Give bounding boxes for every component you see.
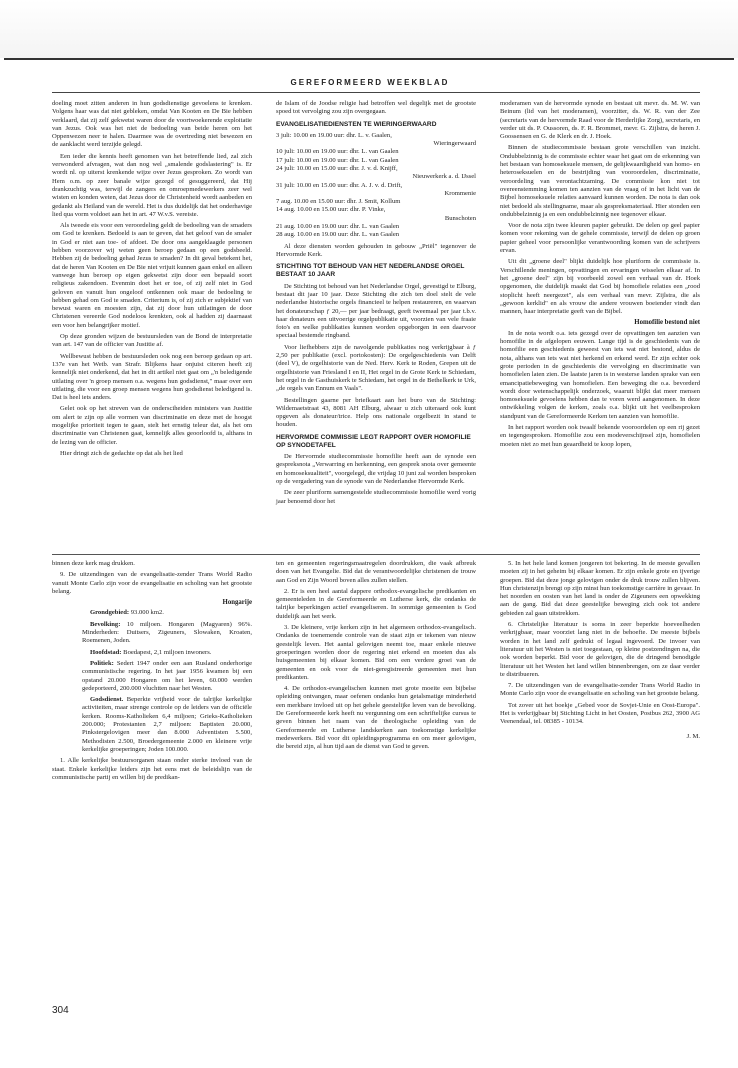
lower-column-1 [52,560,252,785]
paragraph: Gelet ook op het streven van de ondersciheiden ministers van Justitie om alert te zijn op alle vormen van discriminatie en deze met de hoogst mogelijke prioriteit tegen te gaan, stelt het ernstig teleur dat, als het om discriminatie van Christenen gaat, kennelijk alles geoorloofd is, althans in de lezing van de officier. [52,405,252,446]
paragraph: Binnen de studiecommissie bestaan grote verschillen van inzicht. Ondubbelzinnig is de commissie echter waar het gaat om de erkenning van het bestaan van homoseksuele mensen, de gelijkwaardigheid van homo- en heteroseksuelen en de bestrijding van vooroordelen, discriminatie, veroordeling van verontachtzaming. De commissie kon niet tot overeenstemming komen ten aanzien van de vraag of in het licht van de Bijbel homoseksuele relaties aanvaard kunnen worden. De nota is dan ook niet bedoeld als stellingname, maar als gespreksmateriaal. Hier stonden een ondubbelzinnig ja en een ondubbelzinnig nee tegenover elkaar. [500,144,700,218]
paragraph: 5. In het hele land komen jongeren tot bekering. In de meeste gevallen moeten zij in het geheim bij elkaar komen. Er zijn enkele grote en ijverige groepen. Bid dat deze jonge gelovigen onder de druk trouw zullen blijven. Hun christenzijn brengt op zijn minst hun toekomstige carrière in gevaar. In het noorden en oosten van het land is onder de Zigeuners een opwekking aan de gang. Bid dat deze geestelijke beweging zich ook tot andere gebieden zal gaan uitstrekken. [500,560,700,617]
header-rule [52,92,700,93]
scan-edge [0,0,738,58]
schedule-row: 14 aug. 10.00 en 15.00 uur: dhr. P. Vinke, [276,206,386,214]
upper-column-1 [52,100,252,461]
fact-text: 10 miljoen. Hongaren (Magyaren) 96%. Minderheden: Duitsers, Zigeuners, Slowaken, Kroaten, Roemenen, Joden. [82,620,252,645]
paragraph: De Stichting tot behoud van het Nederlandse Orgel, gevestigd te Elburg, bestaat dit jaar 10 jaar. Deze Stichting die zich ten doel stelt de vele nederlandse historische orgels financieel te helpen restaureren, en waarvan het donateurschap ƒ 20,— per jaar bedraagt, geeft tweemaal per jaar t.b.v. haar donateurs een uitvoerige orgelpublikatie uit, voorzien van vele fraaie foto's en welke publikaties kunnen worden opgeborgen in een daarvoor speciaal bestemde ringband. [276,282,476,340]
fact-label: Politiek: [90,659,114,667]
paragraph: Een ieder die kennis heeft genomen van het betreffende lied, zal zich verwonderd afvragen, wat dan nog wel „smalende godslastering" is. Er wordt nl. op uiterst krenkende wijze over Jezus gesproken. Zo wordt van Hem o.m. op zeer banale wijze gezegd of gesuggereerd, dat Hij drankzuchtig was, terwijl de zangers en omroepmedewerkers zeer wel wisten en konden weten, dat Jezus door de Christenheid wordt aanbeden en gedankt als Heiland van de wereld. Het is dus duidelijk dat het onderhavige lied qua vorm voldoet aan het in art. 47 W.v.S. vereiste. [52,152,252,218]
paragraph: 2. Er is een heel aantal dappere orthodox-evangelische predikanten en gemeenteleden in de Gereformeerde en Lutherse kerk, die ondanks de talrijke beperkingen actief evangeliseren. In sommige gemeenten is God duidelijk aan het werk. [276,587,476,620]
paragraph: Al deze diensten worden gehouden in gebouw „Priël" tegenover de Hervormde Kerk. [276,242,476,258]
schedule-place: Krommenie [444,189,476,197]
fact-label: Bevolking: [90,620,121,628]
country-facts [52,609,252,754]
paragraph: moderamen van de hervormde synode en bestaat uit mevr. ds. M. W. van Beinum (lid van het moderamen), voorzitter, ds. W. R. van der Zee (secretaris van de hervormde Raad voor de Herderlijke Zorg), secretaris, en verder uit ds. P. Oussoren, ds. F. R. Brommet, mevr. G. Zijlstra, de heren J. Goossensen en G. de Klerk en dr. J. Hoek. [500,100,700,141]
paragraph: Wellbewust hebben de bestuursleden ook nog een beroep gedaan op art. 137e van het Wetb. van Strafr. Blijkens haar onjuist citeren heeft zij kennelijk niet onderkend, dat het in dit artikel niet gaat om „'n beledigende uitlating over 'n groep mensen o.a. wegens hun godsdienst," maar over een uitlating, die voor een groep mensen wegens hun godsdienst beledigend is. Dat is heel iets anders. [52,352,252,402]
fact-item [52,696,252,754]
subheading: Homofilie bestond niet [634,319,700,327]
schedule-place: Nieuwerkerk a. d. IJssel [412,173,476,181]
fact-text: 93.000 km2. [130,609,164,617]
paragraph: Voor liefhebbers zijn de navolgende publikaties nog verkrijgbaar à ƒ 2,50 per publikatie (excl. portokosten): De orgelgeschiedenis van Delft (deel V), de orgelhistorie van de Ned. Herv. Kerk te Roden, Grepen uit de orgelhistorie van Friesland I en II, Het orgel in de Grote Kerk te Schiedam, het orgel in de Gasthuiskerk te Schiedam, het orgel in de Bethelkerk te Urk, „de orgels van Ennum en Vaals". [276,343,476,393]
paragraph: 9. De uitzendingen van de evangelisatie-zender Trans World Radio vanuit Monte Carlo zijn voor de evangelisatie en scholing van het grootste belang. [52,571,252,595]
paragraph: 1. Alle kerkelijke bestuursorganen staan onder sterke invloed van de staat. Enkele kerkelijke leiders zijn het eens met de beleidslijn van de communistische partij en willen bij de predikan- [52,757,252,781]
fact-text: Beperkte vrijheid voor de talrijke kerkelijke activiteiten, maar strenge controle op de leiders van de officiële kerken. Rooms-Katholieken 6,4 miljoen; Grieks-Katholieken 200.000; Protestanten 2,7 miljoen: Baptisten 20.000, Pinkstergelovigen meer dan 8.000 Adventisten 5.500, Methodisten 2.500, Broedergemeente 2.000 en kleinere vrije kerkelijke groeperingen; Joden 100.000. [82,696,252,753]
paragraph: 3. De kleinere, vrije kerken zijn in het algemeen orthodox-evangelisch. Ondanks de toenemende controle van de staat zijn er tekenen van nieuw geestelijk leven. Het aantal gelovigen neemt toe, maar enkele nieuwe groeperingen worden door de regering niet erkend en moeten dus als huisgemeenten bij elkaar komen. Bid om een verdere groei van de gemeenten en ook voor de niet-geregistreerde gemeenten met hun predikanten. [276,624,476,681]
article-heading: HERVORMDE COMMISSIE LEGT RAPPORT OVER HOMOFILIE OP SYNODETAFEL [276,433,471,449]
lower-column-2 [276,560,476,755]
page-number: 304 [52,1005,69,1016]
schedule-row: 28 aug. 10.00 en 19.00 uur: dhr. L. van Gaalen [276,231,400,239]
paragraph: In de nota wordt o.a. iets gezegd over de opvattingen ten aanzien van homofilie in de afgelopen eeuwen. Lange tijd is de geschiedenis van de homofilie een geschiedenis geweest van iets wat niet bestond, aldus de nota, althans van iets wat niet herkend en erkend werd. Er zijn echter ook grote perioden in de geschiedenis die vervolging en discriminatie van homofielen laten zien. De laatste jaren is in westerse landen sprake van een emancipatiebeweging van homofielen. Een beweging die o.a. bevorderd wordt door wetenschappelijk onderzoek, waaruit blijkt dat meer mensen homoseksuele gevoelens hebben dan te voren werd aangenomen. In deze ontwikkeling volgen de kerken, zoals o.a. blijkt uit het veelbesproken standpunt van de Gereformeerde Kerken ten aanzien van homofilie. [500,329,700,420]
fact-label: Godsdienst. [90,696,124,704]
paragraph: De Hervormde studiecommissie homofilie heeft aan de synode een gespreksnota „Verwarring en herkenning, een gesprek snota over gemeente en homoseksualiteit", voorgelegd, die vrijdag 10 juni zal worden besproken op de vergadering van de synode van de Nederlandse Hervormde Kerk. [276,453,476,485]
paragraph: Op deze gronden wijzen de bestuursleden van de Bond de interpretatie van art. 147 van de officier van Justitie af. [52,333,252,349]
fact-text: Sedert 1947 onder een aan Rusland onderhorige communistische regering. In het jaar 1956 kwamen bij een opstand 20.000 Hongaren om het leven, 60.000 werden gedeporteerd, 200.000 vluchtten naar het Westen. [82,659,252,692]
fact-item [52,660,252,693]
paragraph: 6. Christelijke literatuur is soms in zeer beperkte hoeveelheden verkrijgbaar, maar voorziet lang niet in de behoefte. De meeste bijbels worden in het land zelf gedrukt of legaal ingevoerd. De invoer van literatuur uit het Westen is niet toegestaan, op kleine postzendingen na, die ook worden beperkt. Bid voor de gelovigen, die de dringend benodigde literatuur uit het Westen het land willen binnenbrengen, om ze daar verder te distribueren. [500,621,700,678]
schedule-place: Bunschoten [444,214,476,222]
paragraph: Uit dit „groene deel" blijkt duidelijk hoe pluriform de commissie is. Verschillende meningen, opvattingen en ervaringen wisselen elkaar af. In het „groene deel" zijn bij voorbeeld zowel een verhaal van dr. Hoek opgenomen, die duidelijk maakt dat God bij homofiele relaties een „rood stoplicht heeft neergezet", als een verhaal van mevr. Zijlstra, die als „gewoon kerklid" en als vrouw die andere vrouwen boeiender vindt dan mannen, haar interpretatie geeft van de Bijbel. [500,258,700,316]
paragraph: In het rapport worden ook twaalf bekende vooroordelen op een rij gezet en tegengesproken. Homofilie zou een modeverschijnsel zijn, homofielen moeten niet zo met hun geaardheid te koop lopen, [500,423,700,448]
paragraph: de Islam of de Joodse religie had betroffen wel degelijk met de grootste spoed tot vervolging zou zijn overgegaan. [276,100,476,116]
schedule-row: 7 aug. 10.00 en 15.00 uur: dhr. J. Smit, Kollum [276,198,401,206]
scan-border-line [4,58,734,60]
section-divider [52,554,700,555]
fact-item [52,649,252,657]
fact-label: Grondgebied: [90,609,130,617]
author-initials: J. M. [686,732,700,740]
paragraph: 7. De uitzendingen van de evangelisatie-zender Trans World Radio in Monte Carlo zijn voor de evangelisatie en scholing van het grootste belang. [500,682,700,698]
service-schedule [276,132,476,240]
fact-label: Hoofdstad: [90,648,122,656]
paragraph: Voor de nota zijn twee kleuren papier gebruikt. De delen op geel papier komen voor rekening van de gehele commissie, terwijl de delen op groen papier geheel voor persoonlijke verantwoording komen van de schrijvers ervan. [500,222,700,255]
paragraph: Hier dringt zich de gedachte op dat als het lied [60,449,183,457]
paragraph: 4. De orthodox-evangelischen kunnen met grote moeite een bijbelse opleiding ontvangen, maar oefenen ondanks hun getalsmatige minderheid een merkbare invloed uit op het gehele geestelijke leven van de bevolking. De Gereformeerde kerk heeft nu vergunning om een schriftelijke cursus te geven binnen het raam van de theologische opleiding van de Gereformeerde en Lutherse landskerken aan toekomstige kerkelijke medewerkers. Bid voor dit opleidingsprogramma en om meer gelovigen, die bereid zijn, al hun tijd aan de dienst van God te geven. [276,685,476,751]
schedule-row: 31 juli: 10.00 en 15.00 uur: dhr. A. J. v. d. Drift, [276,181,403,189]
lower-column-3 [500,560,700,741]
paragraph: ten en gemeenten regeringsmaatregelen doordrukken, die vaak afbreuk doen van het Evangelie. Bid dat de verantwoordelijke christenen de trouw aan God en Zijn Woord boven alles zullen stellen. [276,560,476,584]
schedule-row: 3 juli: 10.00 en 19.00 uur: dhr. L. v. Gaalen, [276,131,392,139]
paragraph: Als tweede eis voor een veroordeling geldt de bedoeling van de smaders om God te krenken. Bedoeld is aan te geven, dat het geloof van de smaler in God er niet aan toe- of afdoet. De door ons aangeklaagde personen hebben voorzover wij weten geen beroep gedaan op een godsbeeld. Hebben zij de bedoeling gehad Jezus te smaden? In dit geval betekent het, dat de heren Van Kooten en De Bie niet vrijuit kunnen gaan enkel en alleen vanwege hun beroep op eigen gekwetst zijn door een bepaald soort religieus zakendoen. Evenmin doet het er toe, of zij zelf niet in God geloven en vanuit hun ongeloof ontkennen ook maar de bedoeling te hebben gehad om God te smaden. Criterium is, of zij zich er subjektief van bewust waren en moesten zijn, dat zij door hun uitlatingen de door Christenen vereerde God nodeloos krenkten, ook al hadden zij daarnaast een voor hen belangrijker motief. [52,222,252,329]
masthead: GEREFORMEERD WEEKBLAD [290,78,450,87]
schedule-place: Wieringerwaard [433,140,476,148]
paragraph: Bestellingen gaarne per briefkaart aan het buro van de Stichting: Wildemaetstraat 43, 8081 AH Elburg, alwaar u zich uiteraard ook kunt opgeven als donateur/trice. Help ons nationale orgelbezit in stand te houden. [276,396,476,429]
paragraph: doeling moet zitten anderen in hun godsdienstige gevoelens te krenken. Volgens haar was dat niet gebleken, omdat Van Kooten en De Bie hebben verklaard, dat zij zelf gekwetst waren door de voortwoekerende exploitatie van Jezus. Ook was het niet de bedoeling van beide heren om het Oppenwezen neer te halen. Daarmee was de overtreding niet bewezen en de aanklacht werd terzijde gelegd. [52,100,252,149]
paragraph: De zeer pluriform samengestelde studiecommissie homofilie werd vorig jaar benoemd door het [276,489,476,505]
country-heading: Hongarije [222,599,252,607]
schedule-row: 17 juli: 10.00 en 19.00 uur: dhr. L. van Gaalen [276,156,399,164]
upper-column-2 [276,100,476,509]
fact-item [52,621,252,646]
schedule-row: 21 aug. 10.00 en 19.00 uur: dhr. L. van Gaalen [276,223,400,231]
schedule-row: 24 juli: 10.00 en 15.00 uur: dhr. J. v. d. Knijff, [276,164,398,172]
paragraph: Tot zover uit het boekje „Gebed voor de Sovjet-Unie en Oost-Europa". Het is verkrijgbaar bij Stichting Licht in het Oosten, Postbus 262, 3900 AG Veenendaal, tel. 08385 - 10134. [500,701,700,726]
schedule-row: 10 juli: 10.00 en 19.00 uur: dhr. L. van Gaalen [276,148,399,156]
upper-column-3 [500,100,700,452]
paragraph: binnen deze kerk mag drukken. [52,560,135,567]
fact-text: Boedapest, 2,1 miljoen inwoners. [123,648,212,656]
article-heading: STICHTING TOT BEHOUD VAN HET NEDERLANDSE ORGEL BESTAAT 10 JAAR [276,263,465,279]
fact-item [52,609,252,617]
article-heading: EVANGELISATIEDIENSTEN TE WIERINGERWAARD [276,120,437,128]
